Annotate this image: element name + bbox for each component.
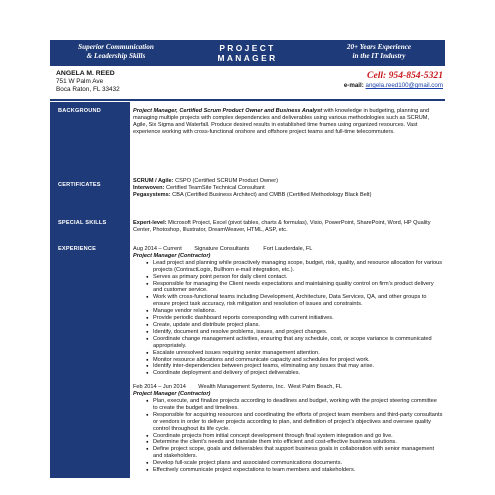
job-spacer <box>133 377 443 384</box>
resume-page <box>50 40 445 478</box>
job-header: Aug 2014 – Current Signature Consultants Fort Lauderdale, FL <box>133 246 313 252</box>
job-role: Project Manager (Contractor) <box>133 391 211 398</box>
list-item: ● Coordinate projects from initial concept development through final system integration and go live. <box>133 433 443 440</box>
contact-block <box>56 70 120 94</box>
list-item: ● Effectively communicate project expectations to team members and stakeholders. <box>133 467 443 474</box>
address-line-1: 751 W Palm Ave <box>56 78 104 85</box>
job-entry <box>133 384 443 474</box>
job-duties <box>133 398 443 474</box>
section-sidebar <box>50 102 130 478</box>
cert-interwoven: Interwoven: Certified TeamSite Technical Consultant <box>133 184 265 191</box>
list-item: ● Coordinate deployment and delivery of project deliverables. <box>133 370 443 377</box>
address-line-2: Boca Raton, FL 33432 <box>56 86 120 93</box>
list-item: ● Identify inter-dependencies between project teams, eliminating any issues that may arise. <box>133 363 443 370</box>
job-entry <box>133 246 443 377</box>
list-item: ● Define project scope, goals and deliverables that support business goals in collaboration with senior management and stakeholders. <box>133 446 443 460</box>
list-item: ● Responsible for acquiring resources and coordinating the efforts of project team members and third-party consultants or vendors in order to deliver projects according to plan, and definition of project’s objectives and oversee quality control throughout its life cycle. <box>133 412 443 433</box>
banner-tagline-right: 20+ Years Experience in the IT Industry <box>346 43 412 60</box>
skills-lead: Expert-level: <box>133 220 167 226</box>
background-text: with knowledge in budgeting, planning and managing multiple projects with complex dependencies and deliverables using various methodologies such as SCRUM, Agile, Six Sigma and Waterfall. Produce desired results in established time frames using organized resources. Vast experience working with cross-functional onshore and offshore project teams and full-time telecommuters. <box>133 108 430 135</box>
email-link[interactable]: angela.reed100@gmail.com <box>365 82 443 89</box>
list-item: ● Monitor resource allocations and communicate capacity and schedules for project work. <box>133 357 443 364</box>
skills-text: Microsoft Project, Excel (pivot tables, charts & formulas), Visio, PowerPoint, SharePoint, Word, HP Quality Center, Photoshop, Illustrator, DreamWeaver, HTML, ASP, etc. <box>133 220 431 233</box>
job-role: Project Manager (Contractor) <box>133 252 211 259</box>
cert-pegasystems: Pegasystems: CBA (Certified Business Architect) and CMBB (Certified Methodology Black Belt) <box>133 191 372 198</box>
list-item: ● Determine the client’s needs and translate them into efficient and cost-effective business solutions. <box>133 439 443 446</box>
header-banner <box>50 40 445 66</box>
label-experience: EXPERIENCE <box>58 246 97 252</box>
list-item: ● Manage vendor relations. <box>133 308 443 315</box>
experience-section <box>133 246 443 474</box>
job-header: Feb 2014 – Jun 2014 Wealth Management Systems, Inc. West Palm Beach, FL <box>133 384 343 391</box>
list-item: ● Provide periodic dashboard reports corresponding with current initiatives. <box>133 315 443 322</box>
email-line <box>344 82 443 89</box>
candidate-name: ANGELA M. REED <box>56 70 115 77</box>
label-certificates: CERTIFICATES <box>58 182 101 188</box>
header-divider <box>50 99 445 101</box>
certificates-section <box>133 178 443 199</box>
list-item: ● Identify, document and resolve problems, issues, and project changes. <box>133 329 443 336</box>
label-background: BACKGROUND <box>58 108 102 114</box>
email-label: e-mail: <box>343 82 364 89</box>
background-section <box>133 108 443 136</box>
list-item: ● Coordinate change management activities, ensuring that any schedule, cost, or scope variance is communicated appropriately. <box>133 336 443 350</box>
background-lead: Project Manager, Certified Scrum Product Owner and Business Analyst <box>133 108 323 114</box>
list-item: ● Serves as primary point person for daily client contact. <box>133 274 443 281</box>
list-item: ● Create, update and distribute project plans. <box>133 322 443 329</box>
label-special-skills: SPECIAL SKILLS <box>58 220 107 226</box>
job-duties <box>133 260 443 377</box>
cell-phone: Cell: 954-854-5321 <box>367 70 443 81</box>
cert-scrum: SCRUM / Agile: CSPO (Certified SCRUM Product Owner) <box>133 178 278 184</box>
list-item: ● Work with cross-functional teams including Development, Architecture, Data Services, QA, and other groups to ensure project task accuracy, risk mitigation and resolution of issues and constraints. <box>133 294 443 308</box>
banner-tagline-left: Superior Communication & Leadership Skills <box>78 43 154 60</box>
list-item: ● Develop full-scale project plans and associated communications documents. <box>133 460 443 467</box>
list-item: ● Lead project and planning while proactively managing scope, budget, risk, quality, and resource allocation for various projects (ContractLogix, Bullhorn e-mail integration, etc.). <box>133 260 443 274</box>
list-item: ● Plan, execute, and finalize projects according to deadlines and budget, working with the project steering committee to create the budget and timelines. <box>133 398 443 412</box>
list-item: ● Escalate unresolved issues requiring senior management attention. <box>133 350 443 357</box>
list-item: ● Responsible for managing the Client needs expectations and maintaining quality control on firm’s product delivery and customer service. <box>133 281 443 295</box>
skills-section <box>133 220 443 234</box>
banner-title: PROJECT MANAGER <box>217 43 278 63</box>
